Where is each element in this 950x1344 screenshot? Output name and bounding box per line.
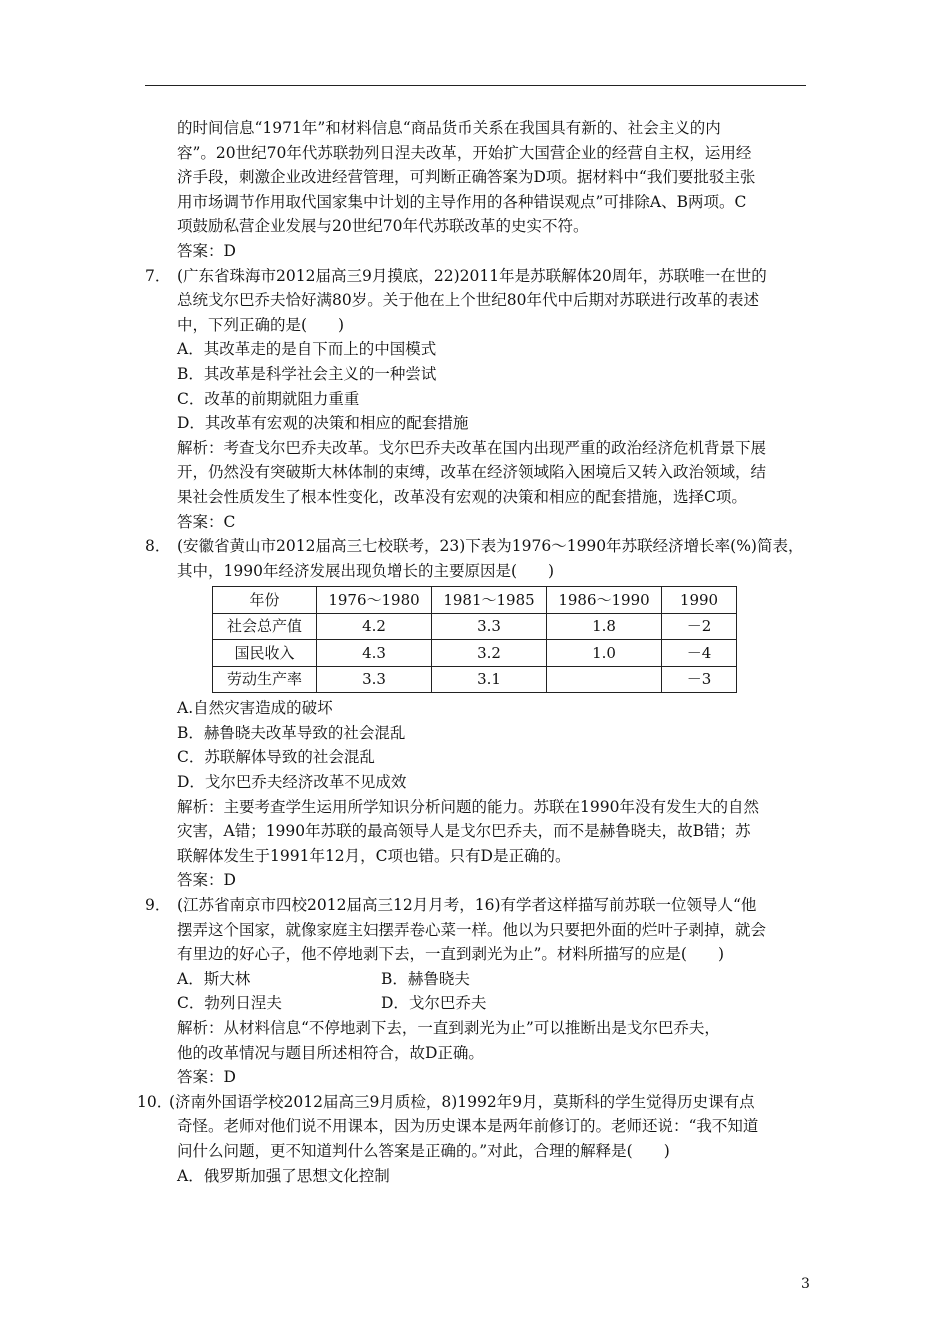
text-line: 容”。20世纪70年代苏联勃列日涅夫改革，开始扩大国营企业的经营自主权，运用经 [177, 143, 752, 162]
option-d: D．戈尔巴乔夫 [381, 994, 487, 1013]
table-cell: 社会总产值 [213, 613, 317, 640]
table-header-cell: 1990 [662, 587, 737, 614]
economic-growth-table [212, 586, 737, 693]
table-header-cell: 年份 [213, 587, 317, 614]
page-content [137, 116, 810, 1188]
answer-line: 答案：D [177, 871, 236, 890]
explanation-line: 开，仍然没有突破斯大林体制的束缚，改革在经济领域陷入困境后又转入政治领域，结 [177, 463, 767, 482]
option-d: D．其改革有宏观的决策和相应的配套措施 [177, 414, 469, 433]
page-number: 3 [801, 1276, 810, 1292]
table-row [213, 666, 737, 693]
option-a: A．其改革走的是自下而上的中国模式 [177, 340, 437, 359]
table-row [213, 640, 737, 667]
option-c: C．勃列日涅夫 [177, 994, 282, 1013]
question-8-stem: 8． (安徽省黄山市2012届高三七校联考，23)下表为1976～1990年苏联经济增长率(%)简表， [145, 534, 810, 559]
question-number: 9． [145, 896, 171, 915]
text-line: 奇怪。老师对他们说不用课本，因为历史课本是两年前修订的。老师还说：“我不知道 [177, 1117, 759, 1136]
text-line: 有里边的好心子，他不停地剥下去，一直到剥光为止”。材料所描写的应是( ) [177, 945, 725, 964]
explanation-line: 灾害，A错；1990年苏联的最高领导人是戈尔巴乔夫，而不是赫鲁晓夫，故B错；苏 [177, 822, 751, 841]
table-cell: 4.2 [317, 613, 432, 640]
answer-line: 答案：C [177, 512, 236, 531]
table-cell: 1.0 [547, 640, 662, 667]
explanation-line: 解析：考查戈尔巴乔夫改革。戈尔巴乔夫改革在国内出现严重的政治经济危机背景下展 [177, 438, 767, 457]
table-cell: 劳动生产率 [213, 666, 317, 693]
table-row [213, 613, 737, 640]
option-c: C．改革的前期就阻力重重 [177, 389, 360, 408]
text-line: 用市场调节作用取代国家集中计划的主导作用的各种错误观点”可排除A、B两项。C [177, 192, 747, 211]
option-a: A．俄罗斯加强了思想文化控制 [177, 1166, 390, 1185]
answer-line: 答案：D [177, 1068, 236, 1087]
table-cell: 3.3 [317, 666, 432, 693]
question-9-stem: 9． (江苏省南京市四校2012届高三12月月考，16)有学者这样描写前苏联一位领导人“他 [145, 893, 810, 918]
text-line: 济手段，刺激企业改进经营管理，可判断正确答案为D项。据材料中“我们要批驳主张 [177, 168, 756, 187]
text-line: 其中，1990年经济发展出现负增长的主要原因是( ) [177, 561, 555, 580]
option-b: B．赫鲁晓夫 [381, 969, 470, 988]
table-cell: 3.1 [432, 666, 547, 693]
option-row [145, 991, 810, 1016]
question-number: 10． [137, 1092, 173, 1111]
text-line: 总统戈尔巴乔夫恰好满80岁。关于他在上个世纪80年代中后期对苏联进行改革的表述 [177, 291, 759, 310]
table-cell [547, 666, 662, 693]
explanation-line: 果社会性质发生了根本性变化，改革没有宏观的决策和相应的配套措施，选择C项。 [177, 487, 747, 506]
text-line: 摆弄这个国家，就像家庭主妇摆弄卷心菜一样。他以为只要把外面的烂叶子剥掉，就会 [177, 920, 767, 939]
question-number: 8． [145, 537, 171, 556]
explanation-line: 解析：主要考查学生运用所学知识分析问题的能力。苏联在1990年没有发生大的自然 [177, 797, 759, 816]
table-cell: 4.3 [317, 640, 432, 667]
question-10-stem: 10．(济南外国语学校2012届高三9月质检，8)1992年9月，莫斯科的学生觉得历史课有点 [145, 1090, 810, 1115]
option-a: A．斯大林 [177, 969, 251, 988]
answer-line: 答案：D [177, 241, 236, 260]
option-b: B．赫鲁晓夫改革导致的社会混乱 [177, 723, 406, 742]
option-row [145, 967, 810, 992]
text-line: 的时间信息“1971年”和材料信息“商品货币关系在我国具有新的、社会主义的内 [177, 119, 721, 137]
option-b: B．其改革是科学社会主义的一种尝试 [177, 364, 437, 383]
table-cell: 1.8 [547, 613, 662, 640]
table-cell: 3.2 [432, 640, 547, 667]
explanation-line: 联解体发生于1991年12月，C项也错。只有D是正确的。 [177, 846, 571, 865]
option-c: C．苏联解体导致的社会混乱 [177, 748, 375, 767]
table-cell: －3 [662, 666, 737, 693]
table-header-row [213, 587, 737, 614]
table-cell: 国民收入 [213, 640, 317, 667]
text-line: 问什么问题，更不知道判什么答案是正确的。”对此，合理的解释是( ) [177, 1141, 670, 1160]
explanation-line: 他的改革情况与题目所述相符合，故D正确。 [177, 1043, 484, 1062]
explanation-line: 解析：从材料信息“不停地剥下去，一直到剥光为止”可以推断出是戈尔巴乔夫， [177, 1019, 720, 1037]
text-line: 中，下列正确的是( ) [177, 315, 345, 334]
table-cell: 3.3 [432, 613, 547, 640]
table-header-cell: 1976～1980 [317, 587, 432, 614]
table-cell: －4 [662, 640, 737, 667]
table-header-cell: 1981～1985 [432, 587, 547, 614]
option-a: A.自然灾害造成的破坏 [177, 699, 333, 718]
table-cell: －2 [662, 613, 737, 640]
option-d: D．戈尔巴乔夫经济改革不见成效 [177, 773, 407, 792]
header-rule [145, 85, 806, 86]
question-7-stem: 7． (广东省珠海市2012届高三9月摸底，22)2011年是苏联解体20周年，苏联唯一在世的 [145, 264, 810, 289]
question-number: 7． [145, 266, 171, 285]
table-header-cell: 1986～1990 [547, 587, 662, 614]
text-line: 项鼓励私营企业发展与20世纪70年代苏联改革的史实不符。 [177, 217, 589, 236]
